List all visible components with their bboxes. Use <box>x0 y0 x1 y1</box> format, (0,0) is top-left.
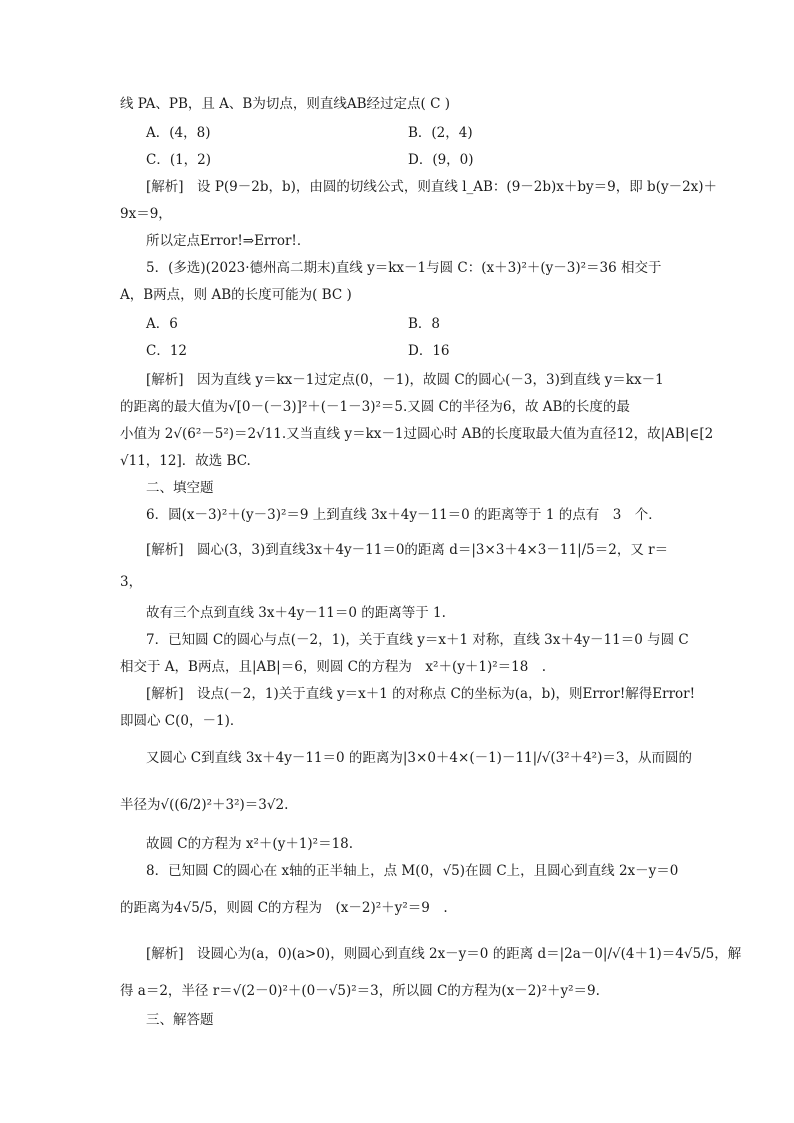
text-line: [解析] 设圆心为(a，0)(a>0)，则圆心到直线 2x－y＝0 的距离 d＝|2a－0|/√(4＋1)＝4√5/5，解 <box>146 946 742 962</box>
text-line: 二、填空题 <box>146 480 214 496</box>
text-line: A．6 <box>146 316 178 332</box>
text-line: [解析] 设点(－2，1)关于直线 y＝x＋1 的对称点 C的坐标为(a，b)，则Error!解得Error! <box>146 686 696 702</box>
text-line: 6．圆(x－3)²＋(y－3)²＝9 上到直线 3x＋4y－11＝0 的距离等于 1 的点有 3 个． <box>146 507 662 523</box>
text-line: 的距离的最大值为√[0－(－3)]²＋(－1－3)²＝5.又圆 C的半径为6，故 AB的长度的最 <box>120 399 630 415</box>
text-line: 半径为√((6/2)²＋3²)＝3√2. <box>120 797 289 813</box>
text-line: 三、解答题 <box>146 1012 214 1028</box>
text-line: C．(1，2) <box>146 152 212 168</box>
text-line: A．(4，8) <box>146 125 211 141</box>
text-line: 所以定点Error!⇒Error!． <box>146 233 311 249</box>
text-line: 7．已知圆 C的圆心与点(－2，1)，关于直线 y＝x＋1 对称，直线 3x＋4y－11＝0 与圆 C <box>146 632 689 648</box>
text-line: D．(9，0) <box>408 152 474 168</box>
text-line: [解析] 圆心(3，3)到直线3x＋4y－11＝0的距离 d＝|3×3＋4×3－11|/5＝2，又 r＝ <box>146 542 669 558</box>
text-line: 故圆 C的方程为 x²＋(y＋1)²＝18. <box>146 836 354 852</box>
text-line: 8．已知圆 C的圆心在 x轴的正半轴上，点 M(0，√5)在圆 C上，且圆心到直线 2x－y＝0 <box>146 863 679 879</box>
text-line: [解析] 因为直线 y＝kx－1过定点(0，－1)，故圆 C的圆心(－3，3)到直线 y＝kx－1 <box>146 372 664 388</box>
text-line: 相交于 A，B两点，且|AB|＝6，则圆 C的方程为 x²＋(y＋1)²＝18 . <box>120 659 547 675</box>
text-line: B．8 <box>408 316 441 332</box>
text-line: 的距离为4√5/5，则圆 C的方程为 (x－2)²＋y²＝9 . <box>120 900 448 916</box>
text-line: 小值为 2√(6²－5²)＝2√11.又当直线 y＝kx－1过圆心时 AB的长度取最大值为直径12，故|AB|∈[2 <box>120 426 714 442</box>
text-line: B．(2，4) <box>408 125 473 141</box>
text-line: D．16 <box>408 343 450 359</box>
text-line: C．12 <box>146 343 188 359</box>
text-line: 即圆心 C(0，－1)． <box>120 713 244 729</box>
text-line: 线 PA、PB，且 A、B为切点，则直线AB经过定点( C ) <box>120 96 450 112</box>
text-line: A，B两点，则 AB的长度可能为( BC ) <box>120 287 352 303</box>
text-line: 3， <box>120 574 143 590</box>
text-line: √11，12]．故选 BC. <box>120 453 251 469</box>
text-line: 又圆心 C到直线 3x＋4y－11＝0 的距离为|3×0＋4×(－1)－11|/√(3²＋4²)＝3，从而圆的 <box>146 750 692 766</box>
text-line: 5．(多选)(2023·德州高二期末)直线 y＝kx－1与圆 C：(x＋3)²＋(y－3)²＝36 相交于 <box>146 260 662 276</box>
text-line: [解析] 设 P(9－2b，b)，由圆的切线公式，则直线 l_AB：(9－2b)x＋by＝9，即 b(y－2x)＋ <box>146 179 718 195</box>
text-line: 故有三个点到直线 3x＋4y－11＝0 的距离等于 1. <box>146 605 446 621</box>
text-line: 9x＝9， <box>120 206 172 222</box>
text-line: 得 a＝2，半径 r＝√(2－0)²＋(0－√5)²＝3，所以圆 C的方程为(x－2)²＋y²＝9. <box>120 983 600 999</box>
